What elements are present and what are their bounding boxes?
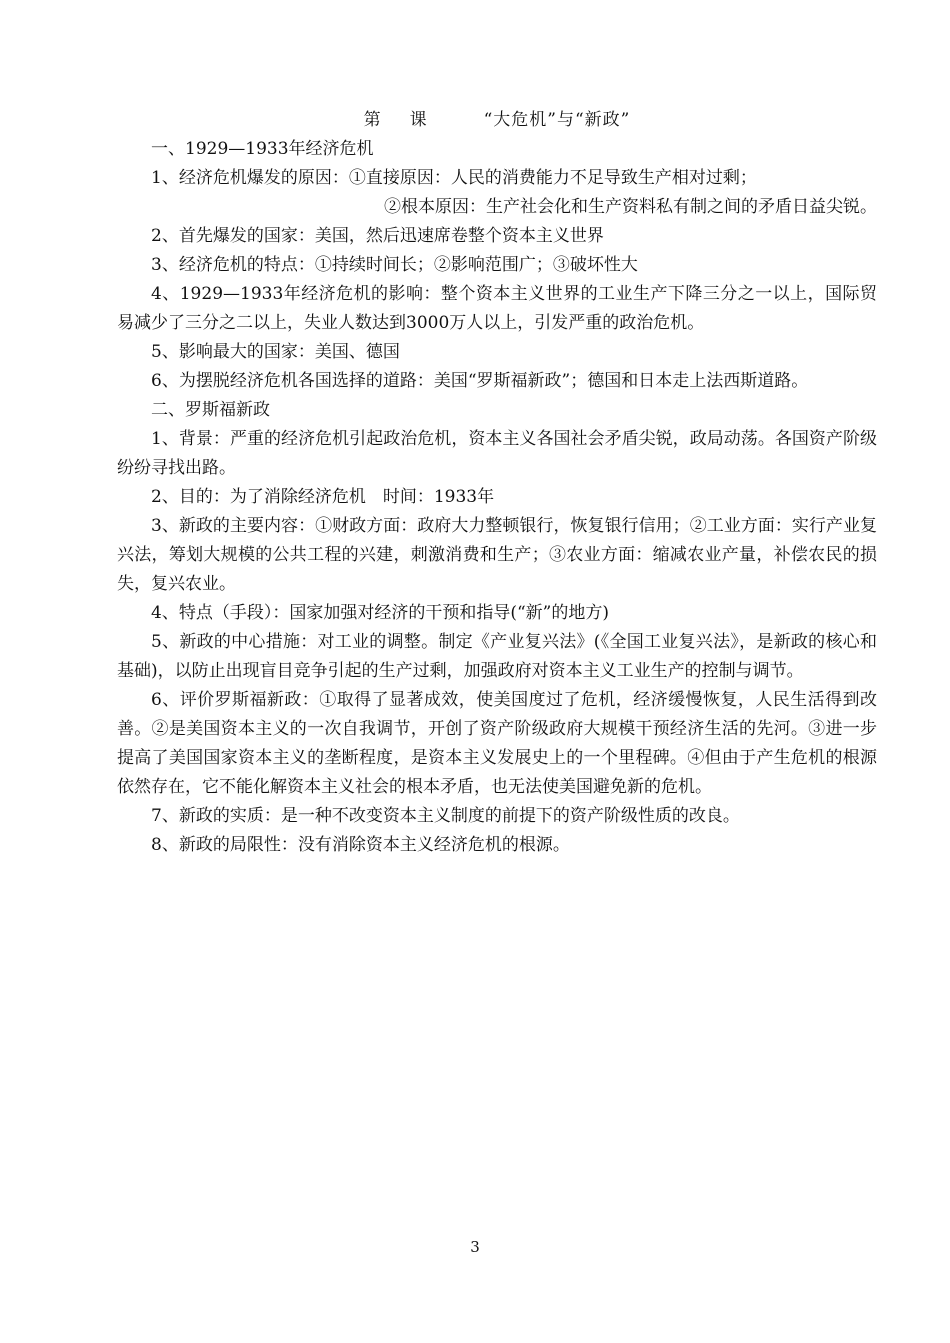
paragraph-causes: 1、经济危机爆发的原因：①直接原因：人民的消费能力不足导致生产相对过剩； bbox=[151, 168, 757, 188]
paragraph-characteristics: 4、特点（手段）：国家加强对经济的干预和指导(“新”的地方) bbox=[151, 603, 609, 623]
paragraph-paths: 6、为摆脱经济危机各国选择的道路：美国“罗斯福新政”；德国和日本走上法西斯道路。 bbox=[151, 371, 809, 391]
paragraph-first-country: 2、首先爆发的国家：美国，然后迅速席卷整个资本主义世界 bbox=[151, 226, 604, 246]
paragraph-limitation: 8、新政的局限性：没有消除资本主义经济危机的根源。 bbox=[151, 835, 570, 855]
paragraph-features: 3、经济危机的特点：①持续时间长；②影响范围广；③破坏性大 bbox=[151, 255, 638, 275]
paragraph-impact: 4、1929—1933年经济危机的影响：整个资本主义世界的工业生产下降三分之一以上，国际贸易减少了三分之二以上，失业人数达到3000万人以上，引发严重的政治危机。 bbox=[117, 284, 877, 333]
document-body bbox=[117, 106, 877, 860]
title-name: “大危机”与“新政” bbox=[483, 110, 631, 130]
title-prefix: 第 bbox=[363, 110, 382, 130]
paragraph-main-content: 3、新政的主要内容：①财政方面：政府大力整顿银行，恢复银行信用；②工业方面：实行产业复兴法，筹划大规模的公共工程的兴建，刺激消费和生产；③农业方面：缩减农业产量，补偿农民的损失，复兴农业。 bbox=[117, 516, 877, 594]
paragraph-essence: 7、新政的实质：是一种不改变资本主义制度的前提下的资产阶级性质的改良。 bbox=[151, 806, 740, 826]
paragraph-most-affected: 5、影响最大的国家：美国、德国 bbox=[151, 342, 400, 362]
section-heading-2: 二、罗斯福新政 bbox=[151, 400, 270, 420]
paragraph-central-measure: 5、新政的中心措施：对工业的调整。制定《产业复兴法》(《全国工业复兴法》，是新政的核心和基础)，以防止出现盲目竞争引起的生产过剩，加强政府对资本主义工业生产的控制与调节。 bbox=[117, 632, 877, 681]
page-number: 3 bbox=[470, 1238, 480, 1256]
paragraph-background: 1、背景：严重的经济危机引起政治危机，资本主义各国社会矛盾尖锐，政局动荡。各国资产阶级纷纷寻找出路。 bbox=[117, 429, 877, 478]
title-lesson: 课 bbox=[409, 110, 428, 130]
section-heading-1: 一、1929—1933年经济危机 bbox=[151, 139, 374, 159]
lesson-title bbox=[117, 106, 877, 135]
paragraph-evaluation: 6、评价罗斯福新政：①取得了显著成效，使美国度过了危机，经济缓慢恢复，人民生活得到改善。②是美国资本主义的一次自我调节，开创了资产阶级政府大规模干预经济生活的先河。③进一步提高了美国国家资本主义的垄断程度，是资本主义发展史上的一个里程碑。④但由于产生危机的根源依然存在，它不能化解资本主义社会的根本矛盾，也无法使美国避免新的危机。 bbox=[117, 690, 877, 797]
paragraph-root-cause: ②根本原因：生产社会化和生产资料私有制之间的矛盾日益尖锐。 bbox=[384, 197, 877, 217]
paragraph-purpose: 2、目的：为了消除经济危机 时间：1933年 bbox=[151, 487, 495, 507]
